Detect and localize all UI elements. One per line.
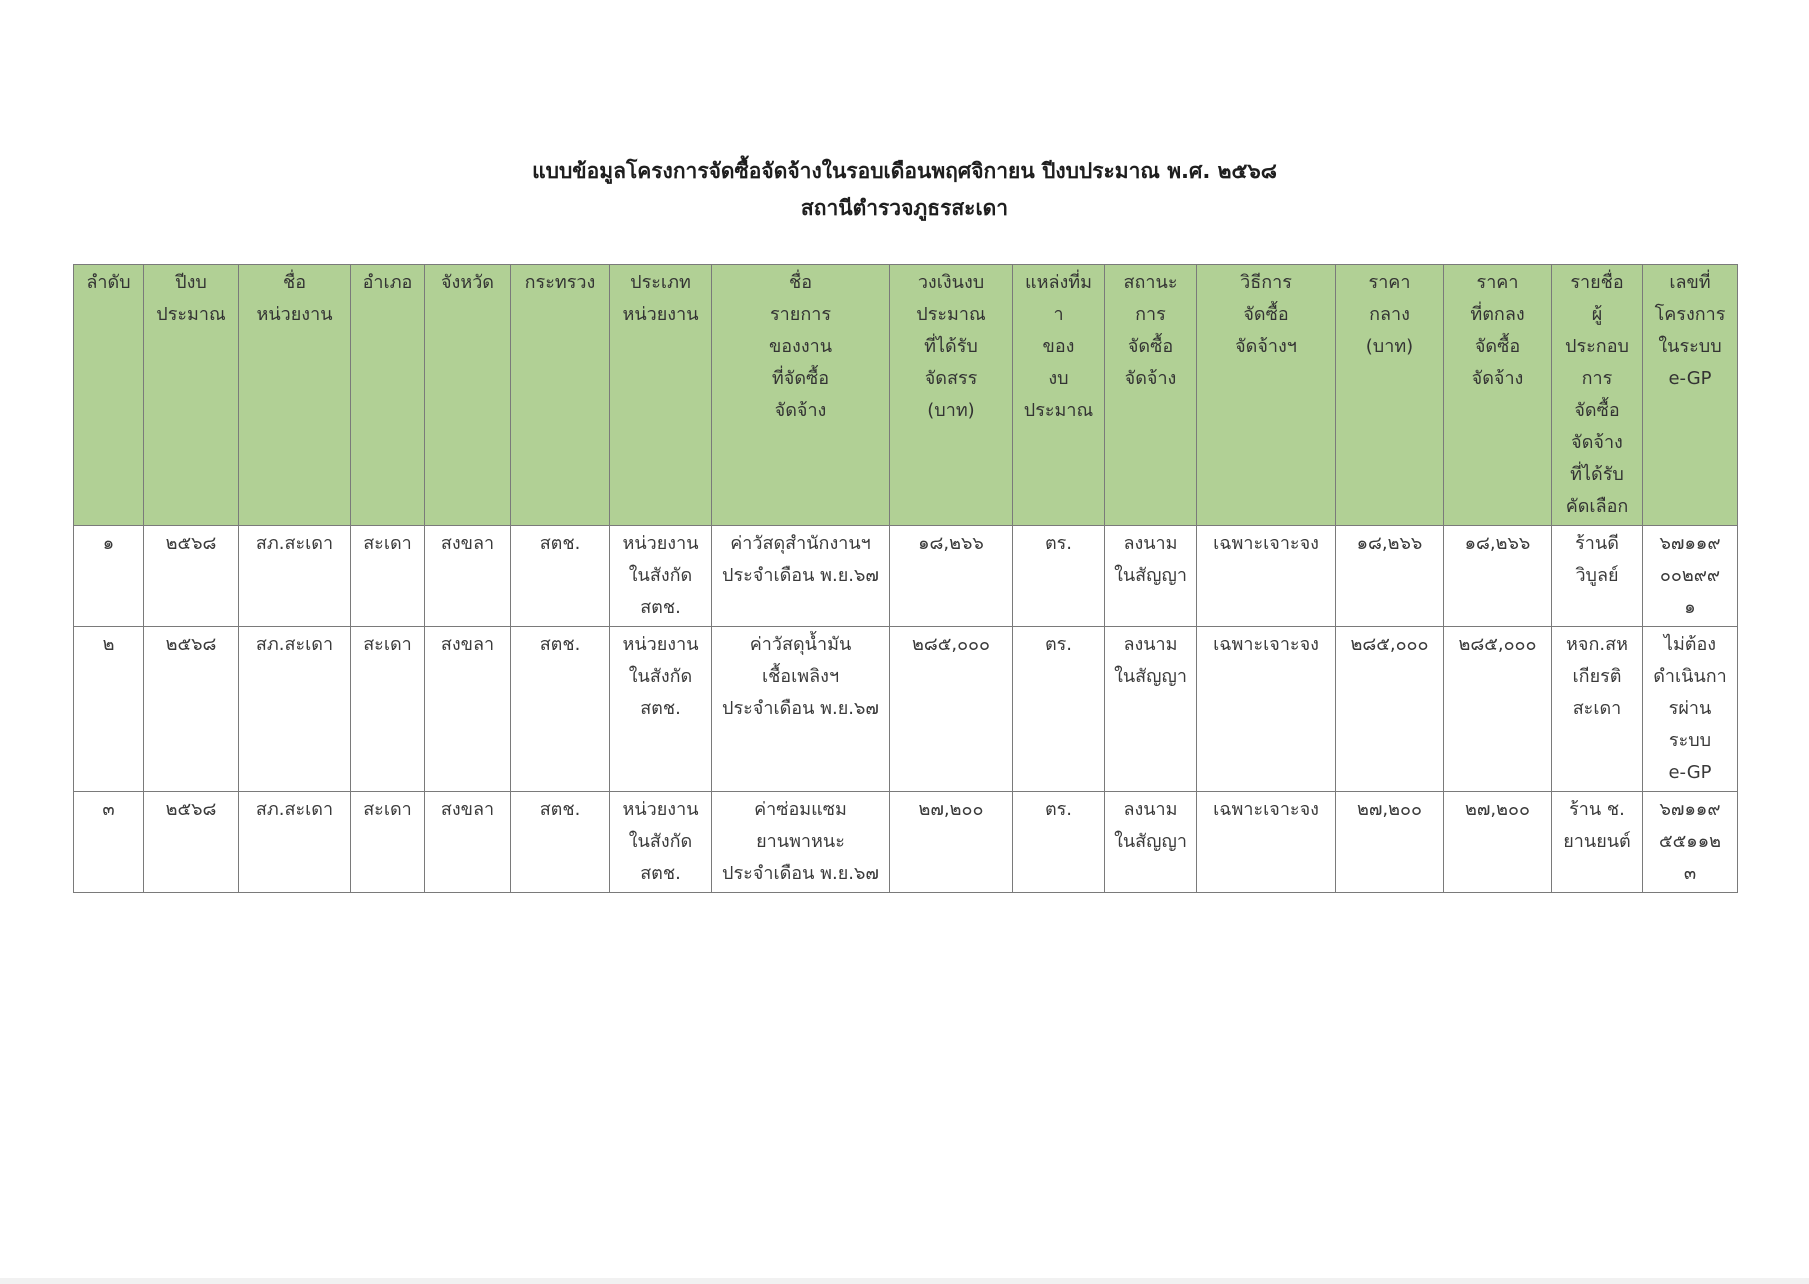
table-cell (351, 526, 425, 627)
cell-text: ค่าวัสดุน้ำมัน เชื้อเพลิงฯ ประจำเดือน พ.ย.๖๗ (722, 634, 879, 719)
cell-text: สตช. (539, 533, 581, 554)
table-cell (239, 792, 351, 893)
header-district (351, 265, 425, 526)
table-row (74, 627, 1738, 792)
table-cell (425, 627, 511, 792)
cell-text: สะเดา (363, 799, 412, 820)
table-cell (1444, 792, 1552, 893)
cell-text: หน่วยงาน ในสังกัด สตช. (622, 533, 699, 618)
cell-text: ลงนาม ในสัญญา (1114, 799, 1187, 852)
table-cell (1013, 792, 1105, 893)
table-row (74, 526, 1738, 627)
table-cell (1552, 627, 1643, 792)
header-label: รายชื่อ ผู้ ประกอบ การ จัดซื้อ จัดจ้าง ที่ได้รับ คัดเลือก (1565, 272, 1629, 517)
table-cell (1105, 792, 1197, 893)
table-cell (74, 627, 144, 792)
cell-text: ๑ (102, 533, 115, 554)
header-label: ราคา กลาง (บาท) (1365, 272, 1414, 357)
header-label: ชื่อ หน่วยงาน (256, 272, 333, 325)
cell-text: ๒๗,๒๐๐ (918, 799, 984, 820)
cell-text: ร้านดี วิบูลย์ (1575, 533, 1619, 586)
table-cell (1643, 526, 1738, 627)
cell-text: ค่าซ่อมแซม ยานพาหนะ ประจำเดือน พ.ย.๖๗ (722, 799, 879, 884)
cell-text: ๖๗๑๑๙ ๐๐๒๙๙ ๑ (1659, 533, 1721, 618)
procurement-table (73, 264, 1738, 893)
header-label: ชื่อ รายการ ของงาน ที่จัดซื้อ จัดจ้าง (768, 272, 833, 421)
cell-text: ๒๗,๒๐๐ (1357, 799, 1422, 820)
table-row (74, 792, 1738, 893)
header-label: วิธีการ จัดซื้อ จัดจ้างฯ (1235, 272, 1297, 357)
table-cell (239, 627, 351, 792)
cell-text: ตร. (1044, 799, 1073, 820)
header-label: วงเงินงบ ประมาณ ที่ได้รับ จัดสรร (บาท) (916, 272, 986, 421)
cell-text: สภ.สะเดา (255, 634, 334, 655)
cell-text: สงขลา (440, 533, 495, 554)
header-label: กระทรวง (524, 272, 596, 293)
table-cell (1336, 792, 1444, 893)
table-cell (1643, 627, 1738, 792)
header-method (1197, 265, 1336, 526)
header-label: อำเภอ (362, 272, 413, 293)
cell-text: ๒๘๕,๐๐๐ (1458, 634, 1537, 655)
table-cell (144, 792, 239, 893)
header-label: แหล่งที่ม า ของ งบ ประมาณ (1023, 272, 1094, 421)
header-order (74, 265, 144, 526)
cell-text: ๓ (102, 799, 115, 820)
header-label: ประเภท หน่วยงาน (622, 272, 699, 325)
table-cell (610, 792, 712, 893)
cell-text: ๒ (102, 634, 115, 655)
cell-text: สะเดา (363, 634, 412, 655)
cell-text: หจก.สห เกียรติ สะเดา (1566, 634, 1628, 719)
table-cell (1197, 792, 1336, 893)
header-agreed-price (1444, 265, 1552, 526)
cell-text: สตช. (539, 799, 581, 820)
table-cell (1013, 627, 1105, 792)
cell-text: ๑๘,๒๖๖ (1464, 533, 1531, 554)
table-cell (425, 792, 511, 893)
cell-text: หน่วยงาน ในสังกัด สตช. (622, 799, 699, 884)
table-cell (351, 627, 425, 792)
table-cell (511, 792, 610, 893)
header-label: ราคา ที่ตกลง จัดซื้อ จัดจ้าง (1470, 272, 1525, 389)
table-cell (1552, 526, 1643, 627)
header-item-name (712, 265, 890, 526)
cell-text: สตช. (539, 634, 581, 655)
cell-text: ๑๘,๒๖๖ (1356, 533, 1423, 554)
table-cell (712, 792, 890, 893)
table-cell (1643, 792, 1738, 893)
table-cell (1552, 792, 1643, 893)
cell-text: ๒๘๕,๐๐๐ (911, 634, 991, 655)
table-cell (239, 526, 351, 627)
table-header-row (74, 265, 1738, 526)
table-cell (712, 526, 890, 627)
cell-text: สภ.สะเดา (255, 533, 334, 554)
header-allocated-budget (890, 265, 1013, 526)
header-label: ปีงบ ประมาณ (156, 272, 226, 325)
table-cell (1336, 627, 1444, 792)
table-cell (890, 526, 1013, 627)
header-selected-vendor (1552, 265, 1643, 526)
table-cell (1444, 627, 1552, 792)
table-cell (1444, 526, 1552, 627)
cell-text: ๒๗,๒๐๐ (1465, 799, 1530, 820)
cell-text: ๒๕๖๘ (165, 799, 217, 820)
table-cell (1013, 526, 1105, 627)
cell-text: ๒๘๕,๐๐๐ (1350, 634, 1429, 655)
cell-text: ลงนาม ในสัญญา (1114, 533, 1187, 586)
table-cell (1197, 627, 1336, 792)
cell-text: ๑๘,๒๖๖ (918, 533, 984, 554)
header-budget-source (1013, 265, 1105, 526)
header-label: ลำดับ (86, 272, 131, 293)
table-cell (74, 792, 144, 893)
table-cell (1105, 526, 1197, 627)
table-cell (1105, 627, 1197, 792)
table-cell (74, 526, 144, 627)
cell-text: สภ.สะเดา (255, 799, 334, 820)
cell-text: ลงนาม ในสัญญา (1114, 634, 1187, 687)
cell-text: ตร. (1044, 533, 1073, 554)
header-label: จังหวัด (441, 272, 494, 293)
header-agency-name (239, 265, 351, 526)
cell-text: ๒๕๖๘ (165, 533, 217, 554)
table-cell (712, 627, 890, 792)
document-title: แบบข้อมูลโครงการจัดซื้อจัดจ้างในรอบเดือนพฤศจิกายน ปีงบประมาณ พ.ศ. ๒๕๖๘ (532, 159, 1277, 183)
header-ministry (511, 265, 610, 526)
table-cell (511, 627, 610, 792)
table-cell (511, 526, 610, 627)
cell-text: เฉพาะเจาะจง (1213, 533, 1319, 554)
cell-text: หน่วยงาน ในสังกัด สตช. (622, 634, 699, 719)
table-cell (1336, 526, 1444, 627)
header-label: สถานะ การ จัดซื้อ จัดจ้าง (1123, 272, 1178, 389)
table-cell (1197, 526, 1336, 627)
page-bottom-edge (0, 1278, 1809, 1284)
cell-text: ไม่ต้อง ดำเนินกา รผ่าน ระบบ e-GP (1653, 634, 1727, 783)
header-fiscal-year (144, 265, 239, 526)
table-cell (610, 526, 712, 627)
table-cell (144, 627, 239, 792)
table-cell (144, 526, 239, 627)
table-cell (425, 526, 511, 627)
header-egp-project-number (1643, 265, 1738, 526)
cell-text: สงขลา (440, 799, 495, 820)
cell-text: ร้าน ช. ยานยนต์ (1563, 799, 1631, 852)
header-province (425, 265, 511, 526)
header-status (1105, 265, 1197, 526)
table-cell (351, 792, 425, 893)
header-agency-type (610, 265, 712, 526)
table-cell (890, 627, 1013, 792)
cell-text: สะเดา (363, 533, 412, 554)
table-cell (890, 792, 1013, 893)
header-label: เลขที่ โครงการ ในระบบ e-GP (1654, 272, 1726, 389)
cell-text: ๖๗๑๑๙ ๕๕๑๑๒ ๓ (1659, 799, 1721, 884)
cell-text: สงขลา (440, 634, 495, 655)
cell-text: ค่าวัสดุสำนักงานฯ ประจำเดือน พ.ย.๖๗ (722, 533, 879, 586)
cell-text: เฉพาะเจาะจง (1213, 799, 1319, 820)
cell-text: ตร. (1044, 634, 1073, 655)
table-cell (610, 627, 712, 792)
header-median-price (1336, 265, 1444, 526)
cell-text: เฉพาะเจาะจง (1213, 634, 1319, 655)
document-subtitle: สถานีตำรวจภูธรสะเดา (800, 196, 1009, 220)
cell-text: ๒๕๖๘ (165, 634, 217, 655)
